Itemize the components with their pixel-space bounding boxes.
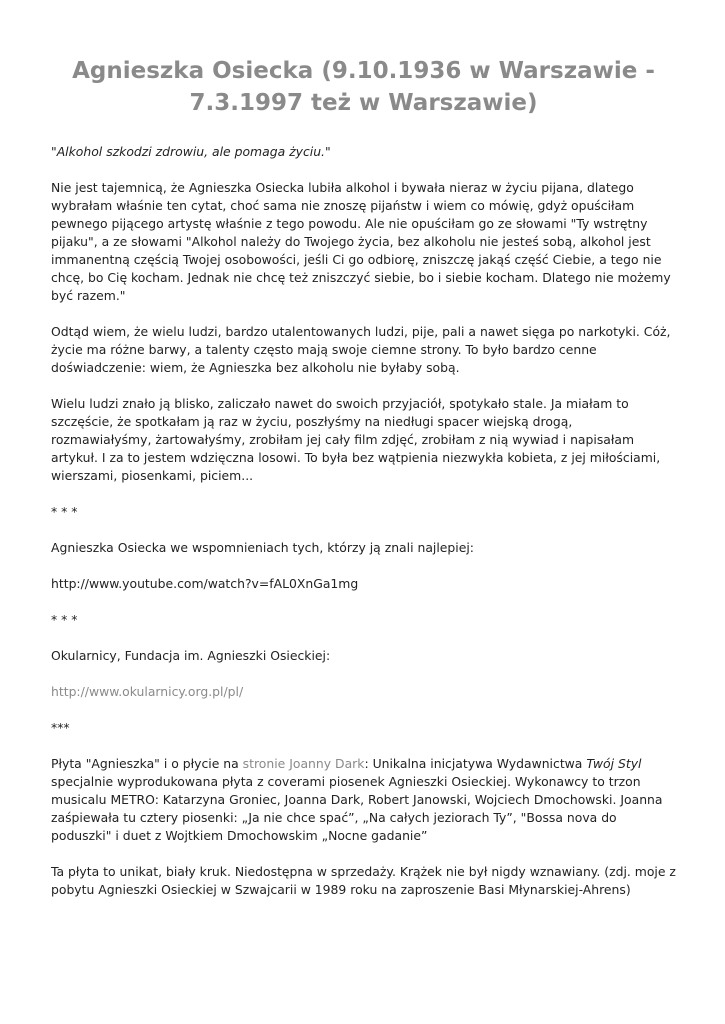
album-mid: : Unikalna inicjatywa Wydawnictwa (364, 756, 587, 771)
youtube-link[interactable]: http://www.youtube.com/watch?v=fAL0XnGa1mg (51, 576, 359, 591)
album-paragraph (51, 755, 676, 845)
album-prefix: Płyta "Agnieszka" i o płycie na (51, 756, 243, 771)
okularnicy-link[interactable]: http://www.okularnicy.org.pl/pl/ (51, 684, 244, 699)
album-rest: specjalnie wyprodukowana płyta z coverami piosenek Agnieszki Osieckiej. Wykonawcy to trzon musicalu METRO: Katarzyna Groniec, Joanna Dark, Robert Janowski, Wojciech Dmochowski. Joanna zaśpiewała tu cztery piosenki: „Ja nie chce spać”, „Na całych jeziorach Ty”, "Bossa nova do poduszki" i duet z Wojtkiem Dmochowskim „Nocne gadanie” (51, 774, 663, 843)
quote-text: Alkohol szkodzi zdrowiu, ale pomaga życiu. (56, 144, 325, 159)
foundation-label: Okularnicy, Fundacja im. Agnieszki Osieckiej: (51, 648, 331, 663)
paragraph-2: Odtąd wiem, że wielu ludzi, bardzo utalentowanych ludzi, pije, pali a nawet sięga po narkotyki. Cóż, życie ma różne barwy, a talenty często mają swoje ciemne strony. To było bardzo cenne doświadczenie: wiem, że Agnieszka bez alkoholu nie byłaby sobą. (51, 324, 671, 375)
quote-open-mark: " (51, 144, 57, 159)
quote-paragraph (51, 143, 676, 161)
article (51, 55, 676, 917)
publisher-name: Twój Styl (586, 756, 642, 771)
quote-close-mark: " (325, 144, 331, 159)
separator-3: *** (51, 720, 70, 735)
joanna-dark-link[interactable]: stronie Joanny Dark (242, 756, 365, 771)
closing-paragraph: Ta płyta to unikat, biały kruk. Niedostępna w sprzedaży. Krążek nie był nigdy wznawiany. (zdj. moje z pobytu Agnieszki Osieckiej w Szwajcarii w 1989 roku na zaproszenie Basi Młynarskiej-Ahrens) (51, 864, 676, 897)
paragraph-1: Nie jest tajemnicą, że Agnieszka Osiecka lubiła alkohol i bywała nieraz w życiu pijana, dlatego wybrałam właśnie ten cytat, choć sama nie znoszę pijaństw i wiem co mówię, gdyż opuściłam pewnego pijącego artystę właśnie z tego powodu. Ale nie opuściłam go ze słowami "Ty wstrętny pijaku", a ze słowami "Alkohol należy do Twojego życia, bez alkoholu nie jesteś sobą, alkohol jest immanentną częścią Twojej osobowości, jeśli Ci go odbiorę, zniszczę jakąś część Ciebie, a tego nie chcę, bo Cię kocham. Jednak nie chcę też zniszczyć siebie, bo i siebie kocham. Dlatego nie możemy być razem." (51, 180, 671, 303)
separator-2: * * * (51, 612, 78, 627)
page-title: Agnieszka Osiecka (9.10.1936 w Warszawie - 7.3.1997 też w Warszawie) (72, 58, 655, 116)
separator-1: * * * (51, 504, 78, 519)
paragraph-3: Wielu ludzi znało ją blisko, zaliczało nawet do swoich przyjaciół, spotykało stale. Ja miałam to szczęście, że spotkałam ją raz w życiu, poszłyśmy na niedługi spacer wiejską drogą, rozmawiałyśmy, żartowałyśmy, zrobiłam jej cały film zdjęć, zrobiłam z nią wywiad i napisałam artykuł. I za to jestem wdzięczna losowi. To była bez wątpienia niezwykła kobieta, z jej miłościami, wierszami, piosenkami, piciem... (51, 396, 661, 483)
memories-label: Agnieszka Osiecka we wspomnieniach tych, którzy ją znali najlepiej: (51, 540, 474, 555)
